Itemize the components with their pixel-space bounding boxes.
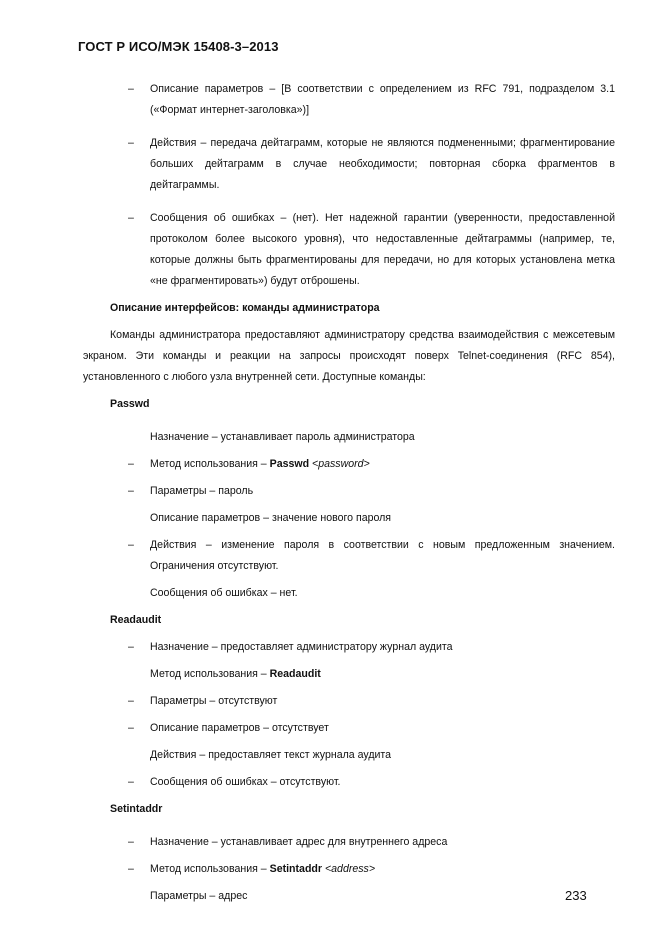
readaudit-usage-command: Readaudit: [269, 668, 321, 680]
passwd-usage-argument: <password>: [312, 458, 370, 470]
command-heading-readaudit: Readaudit: [110, 614, 162, 626]
list-dash: –: [128, 539, 134, 551]
list-item: [83, 637, 615, 658]
page-number: 233: [565, 888, 587, 903]
list-item: [83, 79, 615, 121]
passwd-usage-command: Passwd: [269, 458, 310, 470]
readaudit-usage-prefix: Метод использования –: [150, 668, 270, 680]
list-item: [83, 535, 615, 577]
setintaddr-purpose: Назначение – устанавливает адрес для внутреннего адреса: [150, 836, 448, 848]
passwd-actions: Действия – изменение пароля в соответствии с новым предложенным значением. Ограничения отсутствуют.: [150, 539, 615, 572]
item-text: Сообщения об ошибках – (нет). Нет надежной гарантии (уверенности, предоставленной протоколом более высокого уровня), что недоставленные дейтаграммы (например, те, которые должны быть фрагментированы для передачи, но для которых установлена метка «не фрагментировать») будут отброшены.: [150, 212, 615, 287]
list-dash: –: [128, 485, 134, 497]
list-item: [83, 454, 615, 475]
passwd-purpose: Назначение – устанавливает пароль администратора: [150, 431, 415, 443]
section-heading: Описание интерфейсов: команды администратора: [110, 302, 380, 314]
readaudit-usage: [83, 664, 615, 685]
list-item: [83, 133, 615, 196]
list-dash: –: [128, 776, 134, 788]
section-paragraph: Команды администратора предоставляют администратору средства взаимодействия с межсетевым экраном. Эти команды и реакции на запросы происходят поверх Telnet-соединения (RFC 854), установленного с любого узла внутренней сети. Доступные команды:: [83, 329, 615, 383]
list-item: [83, 481, 615, 502]
document-title: ГОСТ Р ИСО/МЭК 15408-3–2013: [78, 39, 279, 54]
setintaddr-usage-argument: <address>: [324, 863, 376, 875]
command-heading-passwd: Passwd: [110, 398, 150, 410]
page-content: [83, 79, 615, 907]
readaudit-param-desc: Описание параметров – отсутствует: [150, 722, 329, 734]
passwd-params: Параметры – пароль: [150, 485, 254, 497]
list-dash: –: [128, 641, 134, 653]
list-dash: –: [128, 458, 134, 470]
list-dash: –: [128, 863, 134, 875]
list-item: [83, 718, 615, 739]
list-dash: –: [128, 212, 134, 224]
list-dash: –: [128, 695, 134, 707]
list-dash: –: [128, 836, 134, 848]
list-item: [83, 691, 615, 712]
list-dash: –: [128, 722, 134, 734]
list-item: [83, 772, 615, 793]
passwd-usage-prefix: Метод использования –: [150, 458, 270, 470]
list-dash: –: [128, 83, 134, 95]
readaudit-params: Параметры – отсутствуют: [150, 695, 278, 707]
command-heading-setintaddr: Setintaddr: [110, 803, 163, 815]
list-item: [83, 832, 615, 853]
list-dash: –: [128, 137, 134, 149]
readaudit-errors: Сообщения об ошибках – отсутствуют.: [150, 776, 341, 788]
setintaddr-params: Параметры – адрес: [150, 890, 248, 902]
readaudit-actions: Действия – предоставляет текст журнала аудита: [150, 749, 392, 761]
item-text: Действия – передача дейтаграмм, которые не являются подмененными; фрагментирование больших дейтаграмм в случае необходимости; повторная сборка фрагментов в дейтаграммы.: [150, 137, 615, 191]
list-item: [83, 208, 615, 292]
setintaddr-usage-command: Setintaddr: [269, 863, 323, 875]
setintaddr-usage-prefix: Метод использования –: [150, 863, 270, 875]
readaudit-purpose: Назначение – предоставляет администратору журнал аудита: [150, 641, 453, 653]
passwd-errors: Сообщения об ошибках – нет.: [150, 587, 298, 599]
passwd-param-desc: Описание параметров – значение нового пароля: [150, 512, 392, 524]
item-text: Описание параметров – [В соответствии с определением из RFC 791, подразделом 3.1 («Формат интернет-заголовка»)]: [150, 83, 615, 116]
list-item: [83, 859, 615, 880]
